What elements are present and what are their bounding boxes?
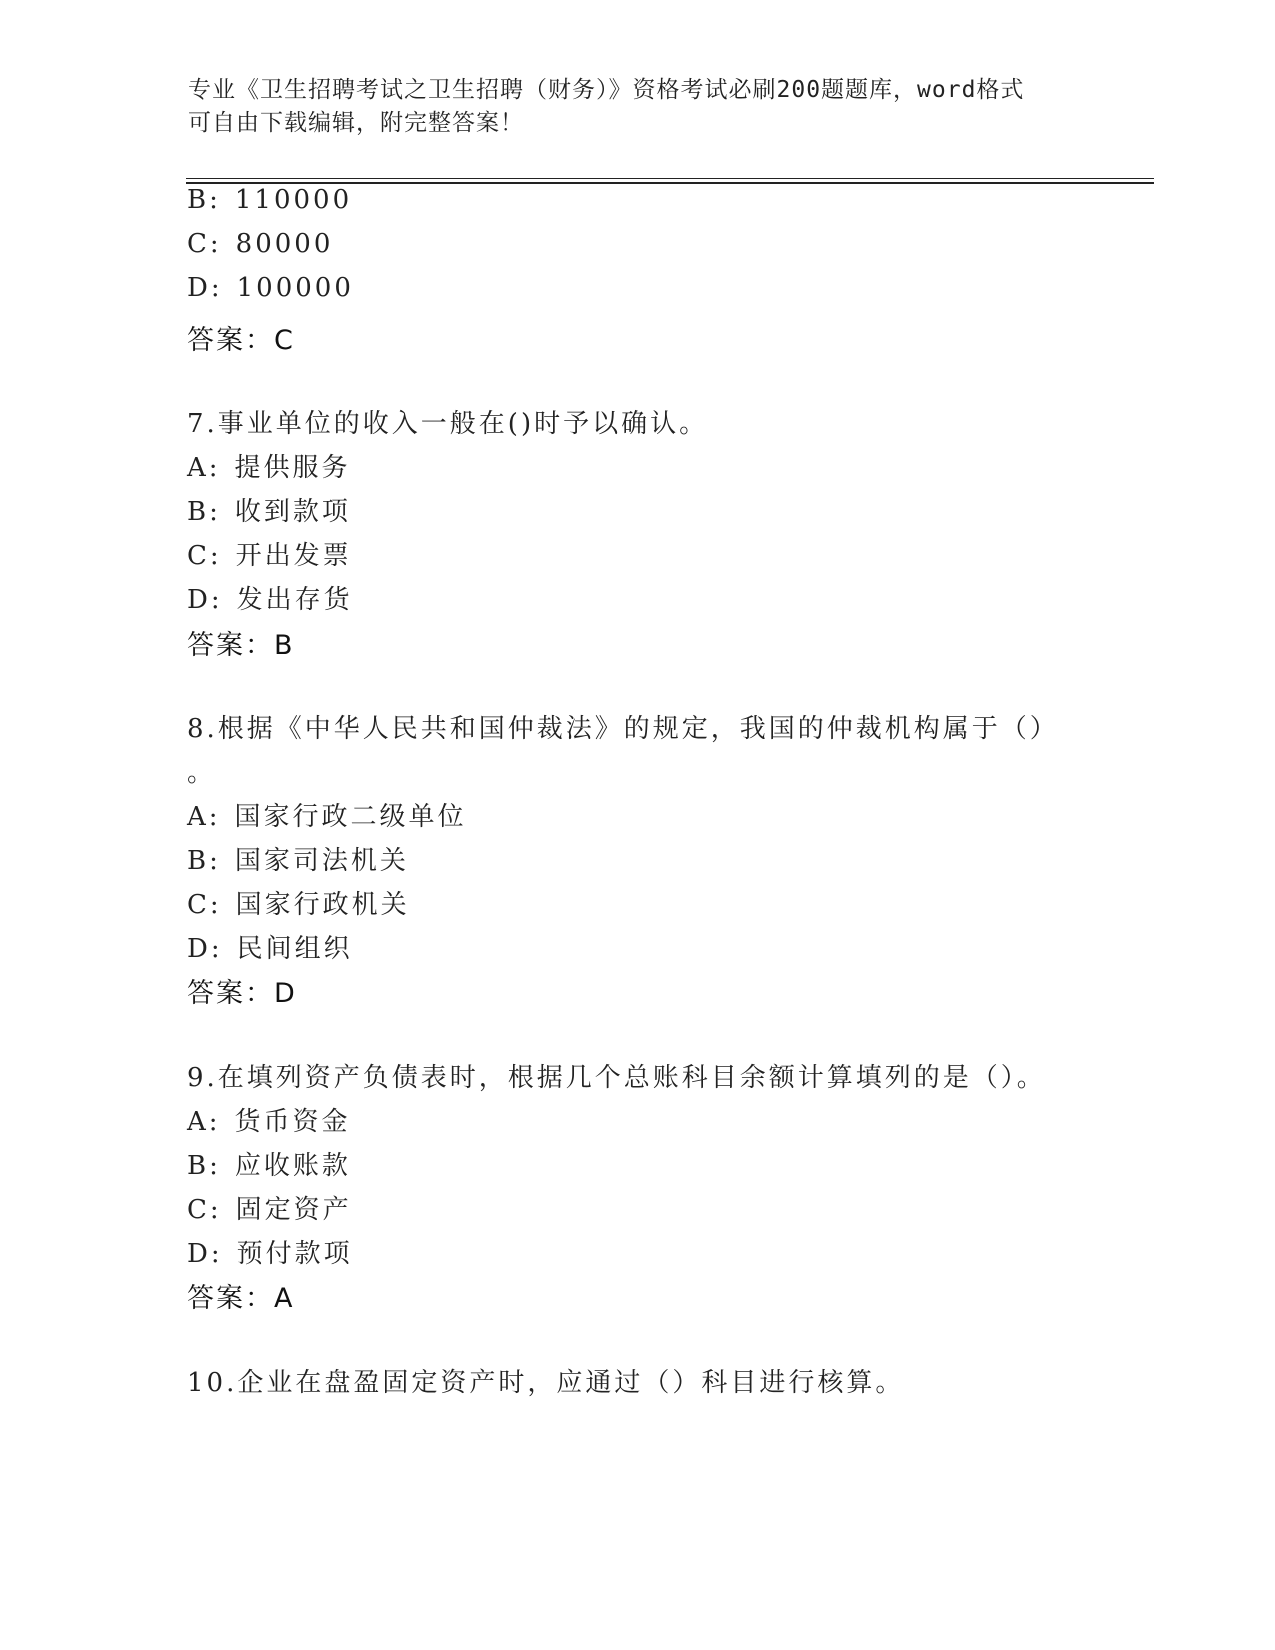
q6-answer: 答案：C [187, 325, 295, 356]
q6-option-b: B: 110000 [187, 185, 353, 215]
q8-question: 8.根据《中华人民共和国仲裁法》的规定，我国的仲裁机构属于（） [187, 714, 1059, 744]
q9-option-a: A: 货币资金 [187, 1107, 351, 1137]
q9-answer: 答案：A [187, 1283, 295, 1314]
q7-question: 7.事业单位的收入一般在()时予以确认。 [187, 409, 709, 439]
header-line-2: 可自由下载编辑，附完整答案！ [188, 110, 524, 136]
document-header [188, 74, 1088, 140]
q8-answer: 答案：D [187, 978, 297, 1009]
q9-option-d: D: 预付款项 [187, 1239, 353, 1269]
q8-option-c: C: 国家行政机关 [187, 890, 410, 920]
q10-question: 10.企业在盘盈固定资产时，应通过（）科目进行核算。 [187, 1368, 905, 1398]
header-divider [186, 178, 1154, 179]
q7-option-a: A: 提供服务 [187, 453, 351, 483]
q9-question: 9.在填列资产负债表时，根据几个总账科目余额计算填列的是（）。 [187, 1063, 1046, 1093]
q7-option-b: B: 收到款项 [187, 497, 351, 527]
header-line-1: 专业《卫生招聘考试之卫生招聘（财务）》资格考试必刷200题题库，word格式 [188, 77, 1025, 103]
q8-option-d: D: 民间组织 [187, 934, 353, 964]
q6-option-d: D: 100000 [187, 273, 354, 303]
q7-option-d: D: 发出存货 [187, 585, 353, 615]
q9-option-c: C: 固定资产 [187, 1195, 352, 1225]
q6-option-c: C: 80000 [187, 229, 334, 259]
header-divider-thick [186, 182, 1154, 184]
q9-option-b: B: 应收账款 [187, 1151, 351, 1181]
q7-option-c: C: 开出发票 [187, 541, 352, 571]
q8-question-continuation: 。 [187, 758, 217, 788]
q8-option-b: B: 国家司法机关 [187, 846, 409, 876]
q8-option-a: A: 国家行政二级单位 [187, 802, 467, 832]
q7-answer: 答案：B [187, 630, 295, 661]
